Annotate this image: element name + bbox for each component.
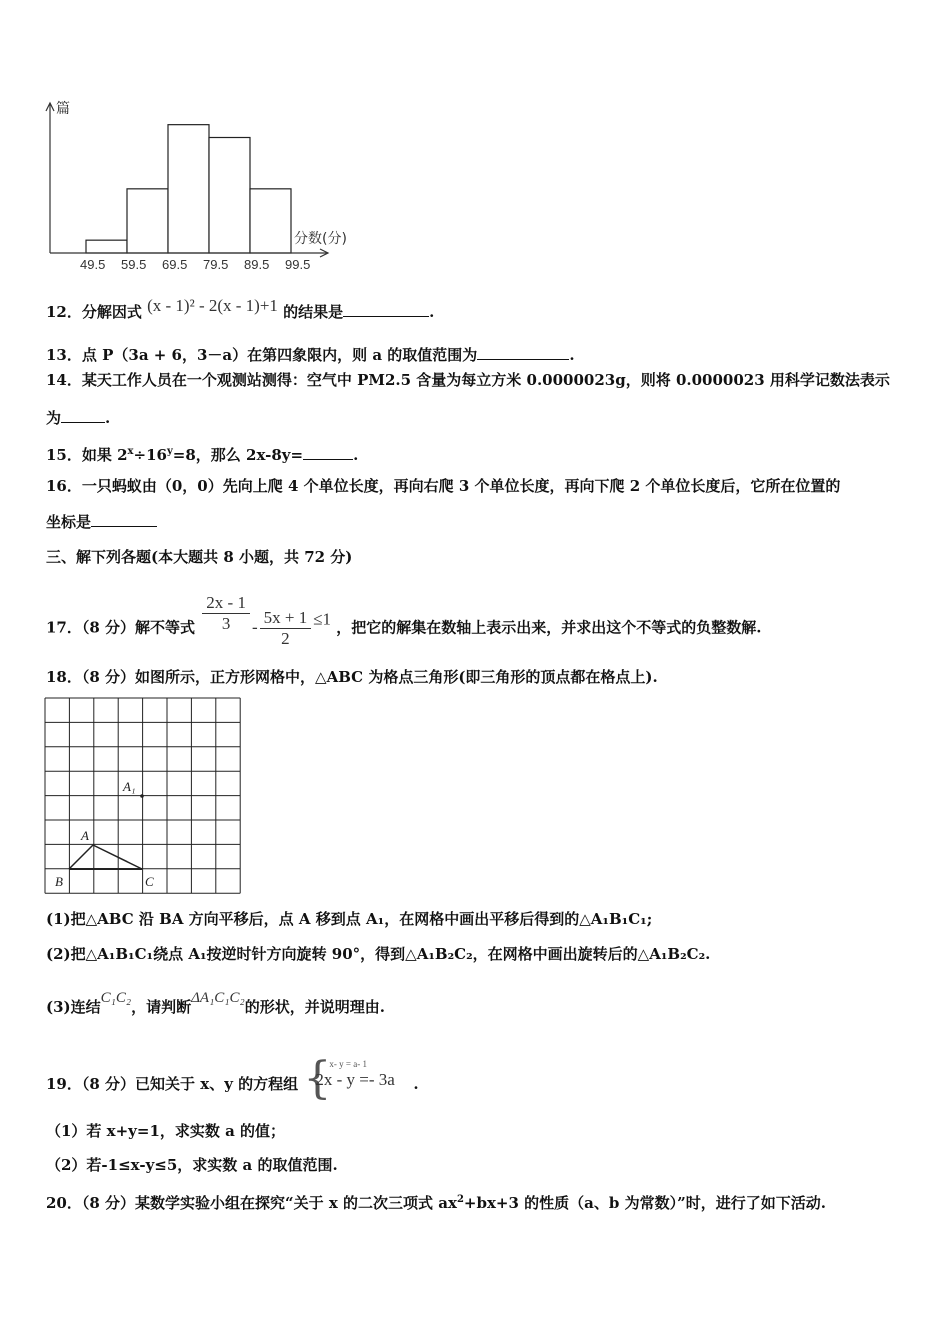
q20-post: +bx+3 的性质（a、b 为常数）”时，进行了如下活动. <box>463 1194 826 1212</box>
histogram-bar <box>86 240 127 253</box>
q18-segment: C₁C₂ <box>100 990 132 1006</box>
label-c: C <box>145 874 154 889</box>
q13-answer-blank[interactable] <box>477 345 569 360</box>
q15-sup-x: x <box>127 446 134 457</box>
q17-frac1-den: 3 <box>221 614 231 633</box>
question-14-line2: 为 . <box>46 409 111 427</box>
q19-equation-system <box>303 1053 413 1108</box>
q14-answer-blank[interactable] <box>61 408 105 423</box>
q14-line1: 14．某天工作人员在一个观测站测得：空气中 PM2.5 含量为每立方米 0.0000023g，则将 0.0000023 用科学记数法表示 <box>46 371 890 389</box>
q16-line2: 坐标是 <box>46 513 92 531</box>
q18-sub1 <box>46 909 652 929</box>
label-a: A <box>81 828 89 843</box>
q19-pre: 19．（8 分）已知关于 x、y 的方程组 <box>46 1075 299 1093</box>
q12-tail: 的结果是 <box>283 303 344 321</box>
q15-answer-blank[interactable] <box>303 445 353 460</box>
q18-sub3-mid: ，请判断 <box>131 998 192 1016</box>
question-19 <box>46 1053 419 1108</box>
q17-post: ，把它的解集在数轴上表示出来，并求出这个不等式的负整数解. <box>336 618 762 637</box>
q19-sub2 <box>46 1155 338 1175</box>
question-16-line1 <box>46 476 840 496</box>
question-15: 15．如果 $2^x\div 16^y=8$，那么 2x-8y= . <box>46 446 359 464</box>
x-axis-label: 分数(分) <box>294 231 347 247</box>
q12-number: 12．分解因式 <box>46 303 142 321</box>
histogram-bar <box>209 138 250 254</box>
histogram-bar <box>168 125 209 253</box>
q17-frac2-den: 2 <box>281 629 290 648</box>
triangle-side-ab <box>69 845 93 869</box>
histogram-bar <box>127 189 168 253</box>
label-b: B <box>55 874 63 889</box>
q15-mid: ÷16 <box>133 446 167 464</box>
q18-sub3-pre: (3)连结 <box>46 998 101 1016</box>
q17-frac1-num: 2x - 1 <box>202 593 250 614</box>
question-17 <box>46 593 762 649</box>
q19-eq2: 2x - y =- 3a <box>315 1070 395 1089</box>
q12-answer-blank[interactable] <box>343 302 429 317</box>
x-tick-label: 99.5 <box>285 257 311 272</box>
q15-sup-y: y <box>166 446 173 457</box>
question-18 <box>46 667 658 687</box>
point-a1 <box>140 794 144 798</box>
q18-sub2-text: (2)把△A₁B₁C₁绕点 A₁按逆时针方向旋转 90°，得到△A₁B₂C₂，在网格中画出旋转后的△A₁B₂C₂. <box>46 945 711 963</box>
q19-sub2-text: （2）若-1≤x-y≤5，求实数 a 的取值范围. <box>46 1156 338 1174</box>
q17-pre: 17．（8 分）解不等式 <box>46 618 196 637</box>
section-3-title <box>46 547 352 567</box>
x-tick-label: 69.5 <box>162 257 188 272</box>
q17-frac2-num: 5x + 1 <box>260 608 312 629</box>
x-tick-label: 79.5 <box>203 257 229 272</box>
q19-sub1 <box>46 1121 285 1141</box>
histogram-bar <box>250 189 291 253</box>
q18-sub3 <box>46 988 385 1017</box>
y-axis-label: 篇 <box>56 101 70 117</box>
q15-post: =8，那么 2x-8y= <box>172 446 304 464</box>
q20-pre: 20．（8 分）某数学实验小组在探究“关于 x 的二次三项式 ax <box>46 1194 457 1212</box>
q14-line2: 为 <box>46 409 62 427</box>
q18-sub1-text: (1)把△ABC 沿 BA 方向平移后，点 A 移到点 A₁，在网格中画出平移后得到的△A₁B₁C₁; <box>46 910 653 928</box>
x-tick-label: 49.5 <box>80 257 106 272</box>
x-tick-label: 59.5 <box>121 257 147 272</box>
grid-figure <box>44 697 246 899</box>
label-a1: A₁ <box>123 779 136 794</box>
q18-sub3-post: 的形状，并说明理由. <box>244 998 385 1016</box>
q19-eq1: x- y = a- 1 <box>329 1059 367 1069</box>
q15-pre: 15．如果 2 <box>46 446 128 464</box>
histogram-chart <box>40 95 370 275</box>
question-13: 13．点 P（3a + 6，3－a）在第四象限内，则 a 的取值范围为 . <box>46 346 575 364</box>
x-tick-label: 89.5 <box>244 257 270 272</box>
q17-leq: ≤1 <box>313 609 332 629</box>
section-3-text: 三、解下列各题(本大题共 8 小题，共 72 分) <box>46 548 353 566</box>
q13-text: 13．点 P（3a + 6，3－a）在第四象限内，则 a 的取值范围为 <box>46 346 478 364</box>
q20-sup: 2 <box>456 1194 464 1205</box>
q19-brace: { <box>303 1053 332 1104</box>
question-20 <box>46 1190 826 1213</box>
question-12: 12．分解因式 (x - 1)² - 2(x - 1)+1 的结果是 . <box>46 296 435 321</box>
q18-sub2 <box>46 944 710 964</box>
q16-answer-blank[interactable] <box>91 512 157 527</box>
question-14-line1 <box>46 370 890 390</box>
q16-line1: 16．一只蚂蚁由（0，0）先向上爬 4 个单位长度，再向右爬 3 个单位长度，再向下爬 2 个单位长度后，它所在位置的 <box>46 477 841 495</box>
q19-post: . <box>413 1075 419 1093</box>
q18-triangle: ΔA₁C₁C₂ <box>191 990 245 1006</box>
q12-expression: (x - 1)² - 2(x - 1)+1 <box>147 296 278 315</box>
q17-fraction-1 <box>202 593 250 634</box>
q19-sub1-text: （1）若 x+y=1，求实数 a 的值； <box>46 1122 286 1140</box>
triangle-side-ac <box>93 845 142 869</box>
q18-text: 18．（8 分）如图所示，正方形网格中，△ABC 为格点三角形(即三角形的顶点都在格点上). <box>46 668 658 686</box>
q17-fraction-2 <box>260 608 312 649</box>
q17-minus: - <box>251 617 258 637</box>
question-16-line2 <box>46 512 157 532</box>
